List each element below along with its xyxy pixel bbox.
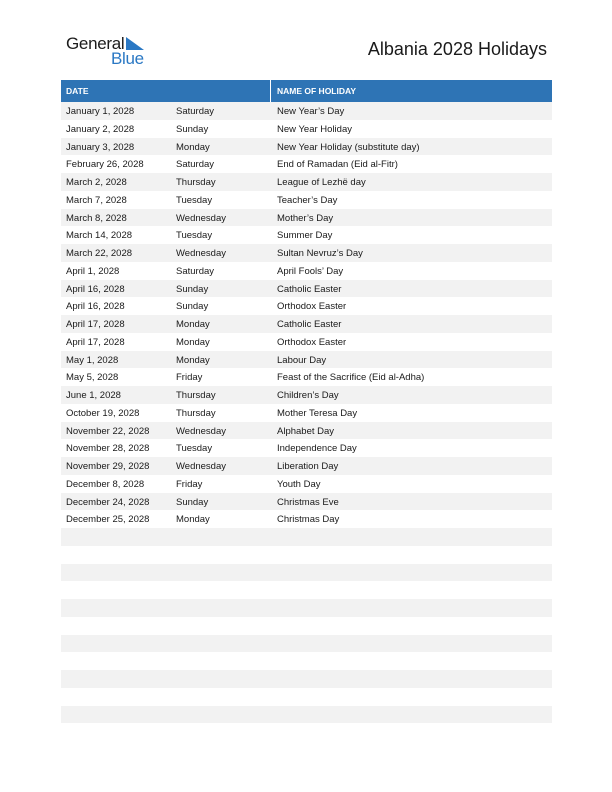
- holiday-name: Feast of the Sacrifice (Eid al-Adha): [277, 372, 425, 384]
- holiday-weekday: Tuesday: [176, 230, 213, 242]
- holiday-date: April 17, 2028: [66, 319, 125, 330]
- holiday-name: Teacher’s Day: [277, 194, 338, 206]
- holiday-weekday: Monday: [176, 141, 210, 153]
- holiday-date: March 22, 2028: [66, 248, 133, 259]
- holiday-name: League of Lezhë day: [277, 177, 366, 188]
- table-row: [61, 120, 552, 138]
- holiday-date: November 22, 2028: [66, 425, 150, 437]
- table-row: [61, 528, 552, 546]
- holiday-weekday: Monday: [176, 354, 210, 366]
- holiday-weekday: Wednesday: [176, 425, 226, 437]
- holiday-name: Alphabet Day: [277, 425, 335, 437]
- holiday-date: May 1, 2028: [66, 354, 119, 366]
- holiday-weekday: Wednesday: [176, 212, 226, 224]
- holiday-name: Christmas Eve: [277, 496, 339, 508]
- holiday-weekday: Tuesday: [176, 443, 213, 455]
- table-row: [61, 226, 552, 244]
- table-body: [61, 102, 552, 741]
- holiday-name: New Year Holiday: [277, 123, 352, 135]
- holiday-name: Independence Day: [277, 443, 357, 455]
- holiday-weekday: Wednesday: [176, 461, 226, 472]
- table-row: [61, 404, 552, 422]
- holiday-weekday: Saturday: [176, 159, 215, 171]
- holiday-date: December 8, 2028: [66, 478, 145, 490]
- holiday-name: Labour Day: [277, 354, 327, 366]
- holiday-weekday: Monday: [176, 319, 210, 330]
- table-row: [61, 368, 552, 386]
- holiday-date: March 14, 2028: [66, 230, 133, 242]
- holiday-weekday: Sunday: [176, 283, 209, 295]
- table-row: [61, 173, 552, 191]
- holiday-date: January 3, 2028: [66, 141, 135, 153]
- table-row: [61, 688, 552, 706]
- holiday-name: Summer Day: [277, 230, 333, 242]
- holiday-date: March 8, 2028: [66, 212, 127, 224]
- table-row: [61, 546, 552, 564]
- table-row: [61, 262, 552, 280]
- holiday-weekday: Saturday: [176, 265, 215, 277]
- holiday-date: January 1, 2028: [66, 106, 135, 117]
- table-row: [61, 706, 552, 724]
- holiday-table: [61, 80, 552, 741]
- holiday-date: April 16, 2028: [66, 301, 125, 313]
- table-row: [61, 599, 552, 617]
- table-row: [61, 457, 552, 475]
- holiday-date: April 17, 2028: [66, 336, 125, 348]
- holiday-date: April 16, 2028: [66, 283, 125, 295]
- table-row: [61, 635, 552, 653]
- table-row: [61, 280, 552, 298]
- table-row: [61, 581, 552, 599]
- table-row: [61, 475, 552, 493]
- table-row: [61, 138, 552, 156]
- logo-text-blue: Blue: [111, 49, 144, 68]
- holiday-name: Mother Teresa Day: [277, 407, 358, 419]
- holiday-name: Catholic Easter: [277, 319, 342, 330]
- holiday-date: November 29, 2028: [66, 461, 150, 472]
- holiday-name: April Fools’ Day: [277, 265, 344, 277]
- column-header-holiday: NAME OF HOLIDAY: [277, 86, 357, 96]
- holiday-weekday: Thursday: [176, 407, 216, 419]
- holiday-date: April 1, 2028: [66, 265, 120, 277]
- holiday-weekday: Thursday: [176, 177, 216, 188]
- holiday-weekday: Saturday: [176, 106, 215, 117]
- generalblue-logo: [66, 34, 156, 68]
- holiday-weekday: Thursday: [176, 390, 216, 401]
- holiday-name: Orthodox Easter: [277, 336, 347, 348]
- holiday-name: New Year Holiday (substitute day): [277, 141, 420, 153]
- holiday-weekday: Tuesday: [176, 194, 213, 206]
- holiday-name: Liberation Day: [277, 461, 339, 472]
- page-title: Albania 2028 Holidays: [367, 39, 547, 59]
- holiday-name: Youth Day: [277, 478, 321, 490]
- holiday-name: Children’s Day: [277, 390, 339, 401]
- holiday-name: New Year’s Day: [277, 106, 345, 117]
- table-header: [61, 80, 552, 102]
- table-row: [61, 564, 552, 582]
- table-row: [61, 155, 552, 173]
- holiday-date: February 26, 2028: [66, 159, 144, 171]
- column-header-date: DATE: [66, 86, 89, 96]
- table-row: [61, 102, 552, 120]
- table-row: [61, 209, 552, 227]
- table-row: [61, 652, 552, 670]
- holiday-name: Sultan Nevruz’s Day: [277, 248, 363, 259]
- holiday-weekday: Friday: [176, 478, 203, 490]
- holiday-name: Christmas Day: [277, 514, 340, 526]
- table-row: [61, 493, 552, 511]
- table-row: [61, 297, 552, 315]
- holiday-name: Catholic Easter: [277, 283, 342, 295]
- table-row: [61, 723, 552, 741]
- table-row: [61, 510, 552, 528]
- holiday-weekday: Monday: [176, 514, 210, 526]
- holiday-weekday: Sunday: [176, 123, 209, 135]
- holiday-weekday: Friday: [176, 372, 203, 384]
- holiday-date: June 1, 2028: [66, 390, 121, 401]
- table-row: [61, 422, 552, 440]
- holiday-date: December 25, 2028: [66, 514, 150, 526]
- holiday-weekday: Sunday: [176, 301, 209, 313]
- table-row: [61, 386, 552, 404]
- table-row: [61, 191, 552, 209]
- holiday-name: End of Ramadan (Eid al-Fitr): [277, 159, 398, 171]
- table-row: [61, 439, 552, 457]
- holiday-date: December 24, 2028: [66, 496, 150, 508]
- holiday-weekday: Monday: [176, 336, 210, 348]
- table-row: [61, 333, 552, 351]
- holiday-date: March 2, 2028: [66, 177, 127, 188]
- header-divider: [270, 80, 271, 102]
- table-row: [61, 617, 552, 635]
- holiday-name: Mother’s Day: [277, 212, 334, 224]
- holiday-date: January 2, 2028: [66, 123, 135, 135]
- table-row: [61, 244, 552, 262]
- holiday-date: March 7, 2028: [66, 194, 127, 206]
- holiday-weekday: Sunday: [176, 496, 209, 508]
- holiday-name: Orthodox Easter: [277, 301, 347, 313]
- holiday-weekday: Wednesday: [176, 248, 226, 259]
- holiday-date: November 28, 2028: [66, 443, 150, 455]
- table-row: [61, 670, 552, 688]
- table-row: [61, 315, 552, 333]
- holiday-date: October 19, 2028: [66, 407, 140, 419]
- table-row: [61, 351, 552, 369]
- logo-text-general: General: [66, 34, 125, 53]
- holiday-date: May 5, 2028: [66, 372, 119, 384]
